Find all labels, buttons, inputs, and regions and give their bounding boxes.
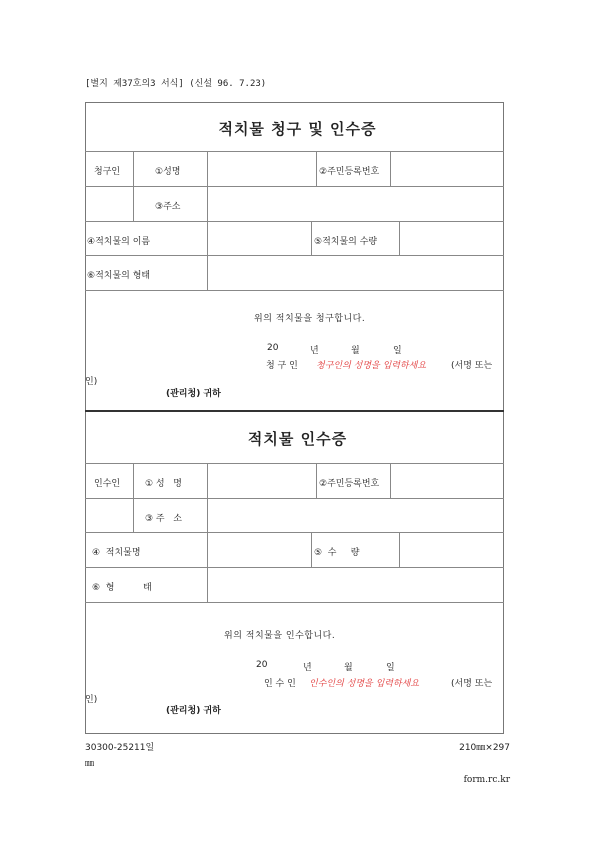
item-name-label: ④적치물의 이름: [87, 237, 151, 247]
divider: [390, 151, 391, 186]
rrn-label: ②주민등록번호: [319, 167, 380, 177]
date-month-unit: 월: [351, 346, 360, 356]
date-month-unit: 월: [344, 663, 353, 673]
receipt-title: 적치물 인수증: [247, 430, 348, 448]
divider: [85, 567, 504, 568]
site-mark: form.rc.kr: [463, 775, 510, 785]
signer-name-field[interactable]: 청구인의 성명을 입력하세요: [316, 361, 427, 371]
divider: [85, 532, 504, 533]
name-field[interactable]: [209, 465, 314, 496]
sign-note: (서명 또는: [451, 679, 493, 689]
divider: [311, 532, 312, 567]
date-year-unit: 년: [310, 346, 319, 356]
divider: [207, 463, 208, 602]
shape-field[interactable]: [209, 257, 502, 288]
quantity-field[interactable]: [401, 534, 502, 565]
divider: [311, 221, 312, 255]
date-year: 20: [267, 343, 279, 353]
name-label: ① 성 명: [145, 479, 182, 489]
form-reference-note: [별지 제37호의3 서식] (신설 96. 7.23): [85, 79, 267, 89]
request-statement: 위의 적치물을 청구합니다.: [254, 314, 366, 324]
name-field[interactable]: [209, 153, 314, 184]
signer-label: 청 구 인: [266, 361, 298, 371]
date-day-unit: 일: [386, 663, 395, 673]
divider: [133, 463, 134, 532]
divider: [85, 186, 504, 187]
divider: [390, 463, 391, 498]
divider: [316, 463, 317, 498]
quantity-label: ⑤ 수 량: [314, 548, 360, 558]
sign-note-tail: 인): [85, 695, 98, 705]
section-divider: [85, 410, 504, 412]
receiver-label: 인수인: [94, 479, 121, 489]
divider: [85, 255, 504, 256]
divider: [85, 463, 504, 464]
signer-name-field[interactable]: 인수인의 성명을 입력하세요: [309, 679, 420, 689]
shape-field[interactable]: [209, 569, 502, 600]
recipient: (관리청) 귀하: [166, 706, 221, 716]
divider: [85, 221, 504, 222]
date-year-unit: 년: [303, 663, 312, 673]
date-year: 20: [256, 660, 268, 670]
requester-label: 청구인: [94, 167, 121, 177]
recipient: (관리청) 귀하: [166, 389, 221, 399]
item-name-label: ④ 적치물명: [92, 548, 141, 558]
address-field[interactable]: [209, 500, 502, 530]
address-field[interactable]: [209, 188, 502, 219]
rrn-field[interactable]: [392, 153, 502, 184]
divider: [399, 532, 400, 567]
divider: [399, 221, 400, 255]
divider: [133, 151, 134, 221]
form-code-tail: ㎜: [85, 759, 95, 769]
quantity-field[interactable]: [401, 223, 502, 253]
sign-note: (서명 또는: [451, 361, 493, 371]
paper-size: 210㎜×297: [459, 743, 510, 753]
divider: [207, 151, 208, 290]
receipt-statement: 위의 적치물을 인수합니다.: [224, 631, 336, 641]
sign-note-tail: 인): [85, 377, 98, 387]
address-label: ③ 주 소: [145, 514, 182, 524]
date-day-unit: 일: [393, 346, 402, 356]
form-code: 30300-25211일: [85, 743, 155, 753]
signer-label: 인 수 인: [264, 679, 296, 689]
form-title: 적치물 청구 및 인수증: [218, 120, 377, 138]
name-label: ①성명: [155, 167, 181, 177]
divider: [85, 151, 504, 152]
divider: [316, 151, 317, 186]
shape-label: ⑥ 형 태: [92, 583, 152, 593]
rrn-label: ②주민등록번호: [319, 479, 380, 489]
divider: [85, 290, 504, 291]
rrn-field[interactable]: [392, 465, 502, 496]
address-label: ③주소: [155, 202, 181, 212]
quantity-label: ⑤적치물의 수량: [314, 237, 378, 247]
shape-label: ⑥적치물의 형태: [87, 271, 151, 281]
divider: [85, 602, 504, 603]
divider: [85, 498, 504, 499]
item-name-field[interactable]: [209, 223, 309, 253]
item-name-field[interactable]: [209, 534, 309, 565]
